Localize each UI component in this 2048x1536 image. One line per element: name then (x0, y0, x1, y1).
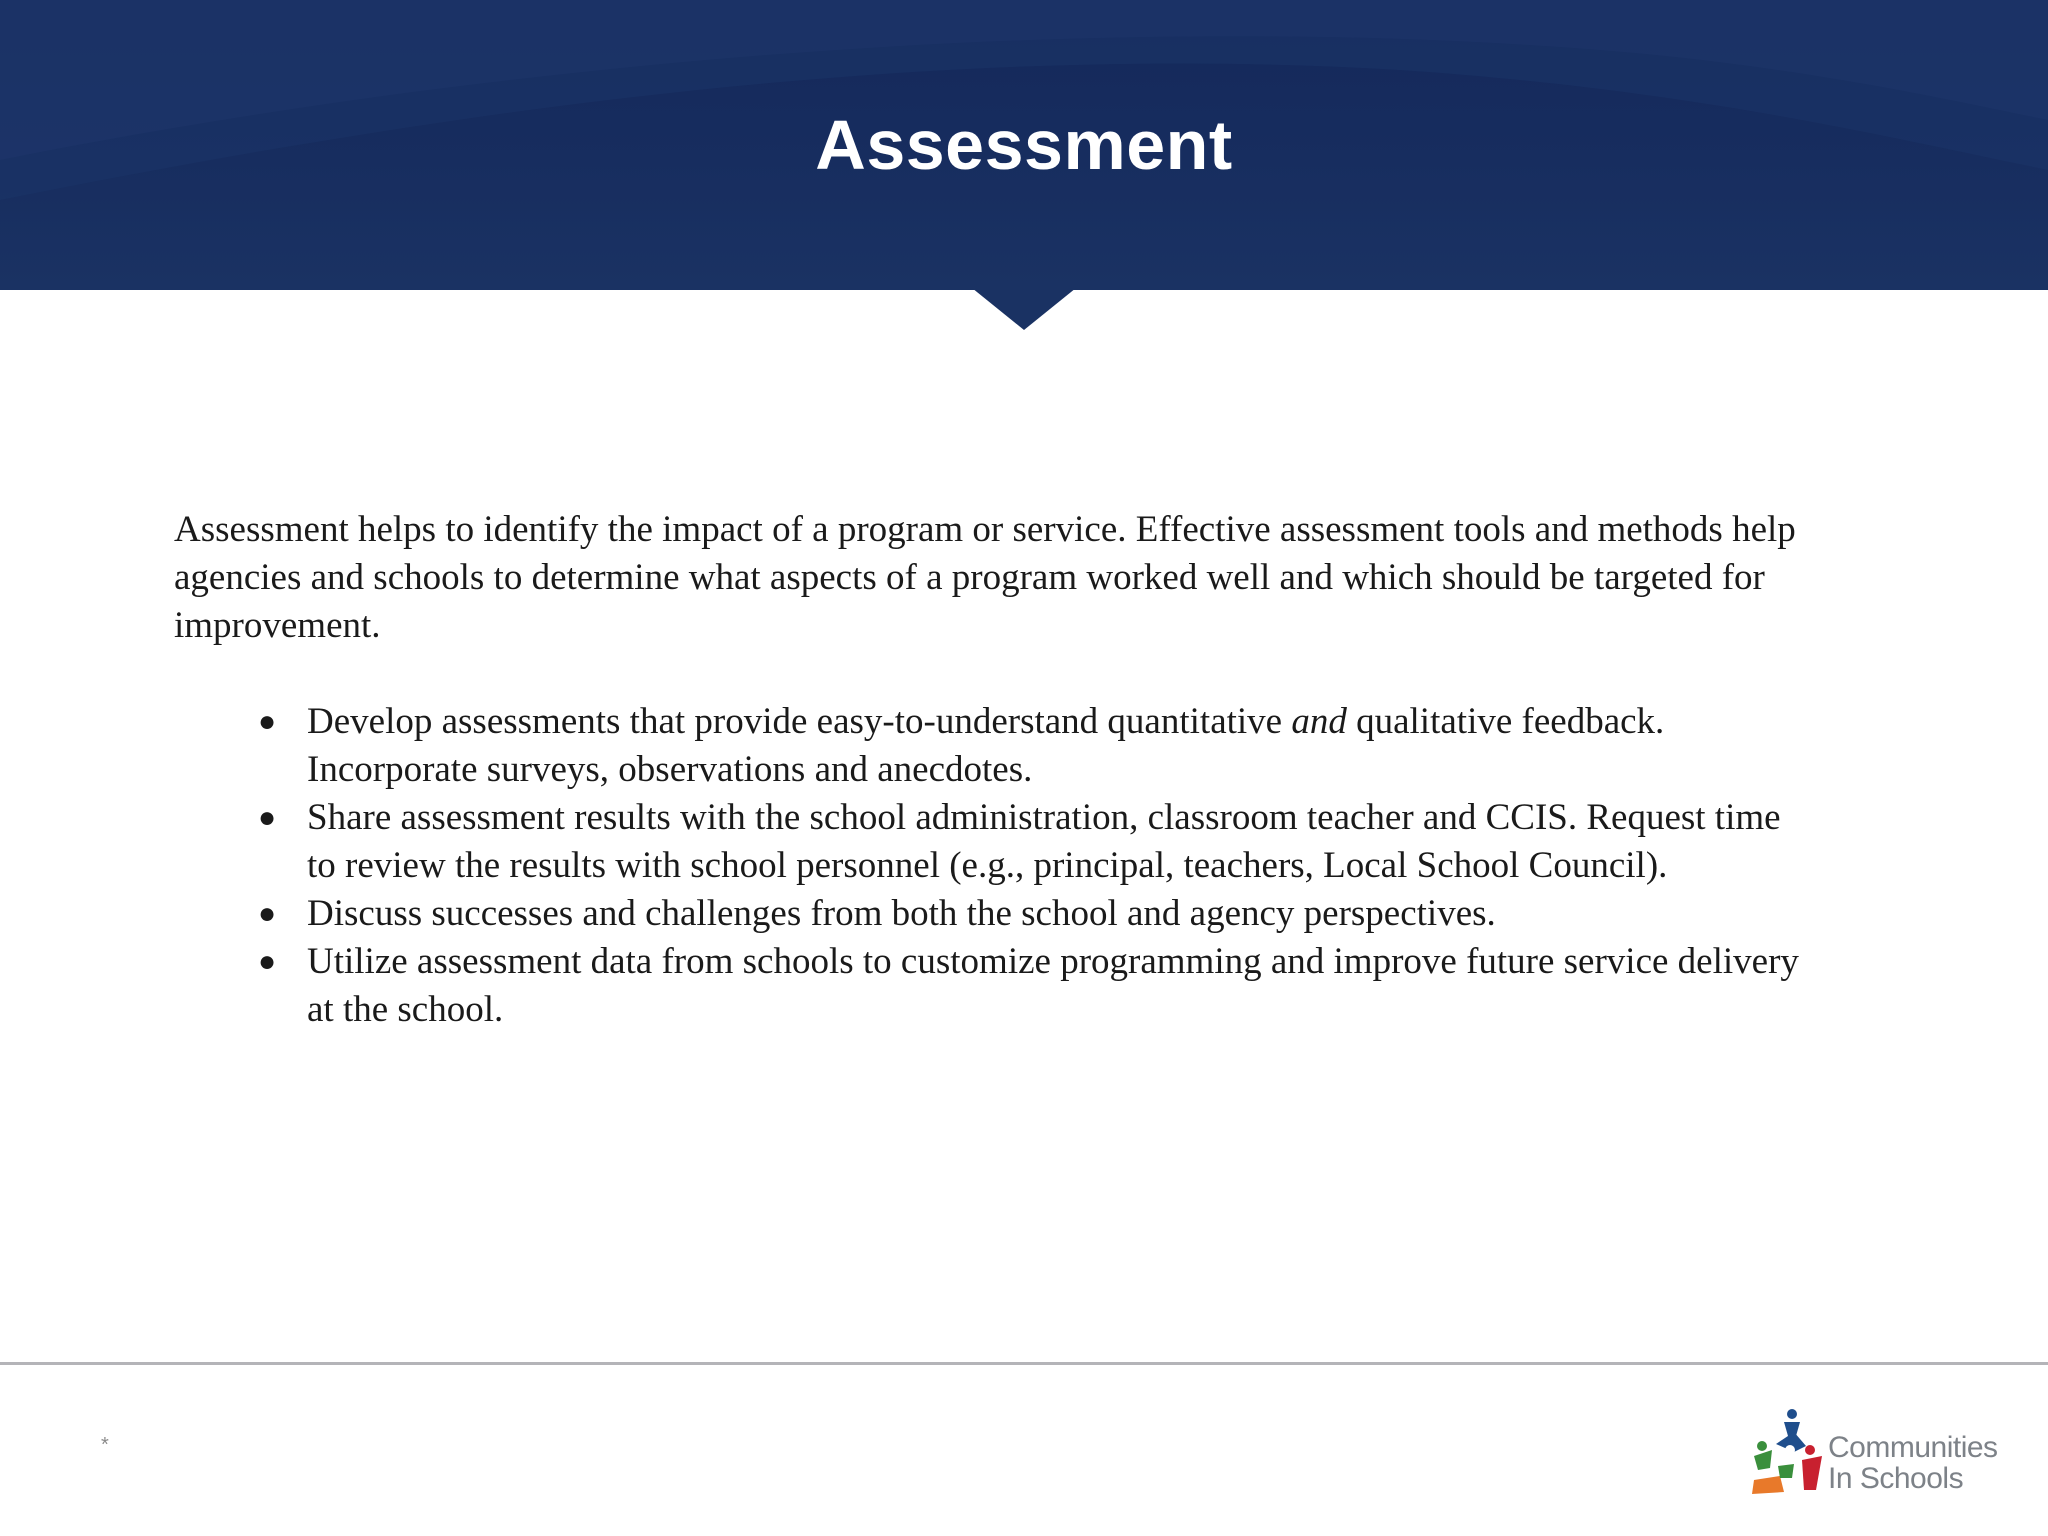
bullet-text-start: Develop assessments that provide easy-to-understand quantitative (307, 701, 1292, 742)
page-marker: * (101, 1434, 109, 1456)
slide-title: Assessment (815, 106, 1233, 184)
communities-in-schools-logo (1750, 1406, 2010, 1496)
bullet-icon: ● (258, 945, 277, 978)
footer-divider (0, 1362, 2048, 1365)
list-item (174, 938, 1814, 1034)
bullet-icon: ● (258, 801, 277, 834)
slide-body (174, 506, 1814, 1034)
bullet-icon: ● (258, 705, 277, 738)
bullet-text: Discuss successes and challenges from both the school and agency perspectives. (307, 893, 1496, 934)
header-pointer (972, 288, 1076, 330)
schoolhouse-people-icon (1750, 1406, 1830, 1496)
bullet-list (174, 698, 1814, 1034)
bullet-text-end: qualitative feedback. Incorporate surveys, observations and anecdotes. (307, 701, 1665, 790)
emphasis-text: and (1291, 701, 1347, 742)
logo-line-1: Communities (1828, 1431, 1998, 1464)
list-item (174, 794, 1814, 890)
list-item (174, 698, 1814, 794)
logo-wordmark (1828, 1432, 1998, 1494)
intro-paragraph: Assessment helps to identify the impact of a program or service. Effective assessment tools and methods help agencies and schools to determine what aspects of a program worked well and which should be targeted for improvement. (174, 509, 1796, 646)
logo-line-2: In Schools (1828, 1462, 1964, 1495)
bullet-icon: ● (258, 897, 277, 930)
bullet-text: Utilize assessment data from schools to customize programming and improve future service delivery at the school. (307, 941, 1799, 1030)
list-item (174, 890, 1814, 938)
header-band (0, 0, 2048, 290)
bullet-text: Share assessment results with the school administration, classroom teacher and CCIS. Request time to review the results with school personnel (e.g., principal, teachers, Local School Council). (307, 797, 1781, 886)
